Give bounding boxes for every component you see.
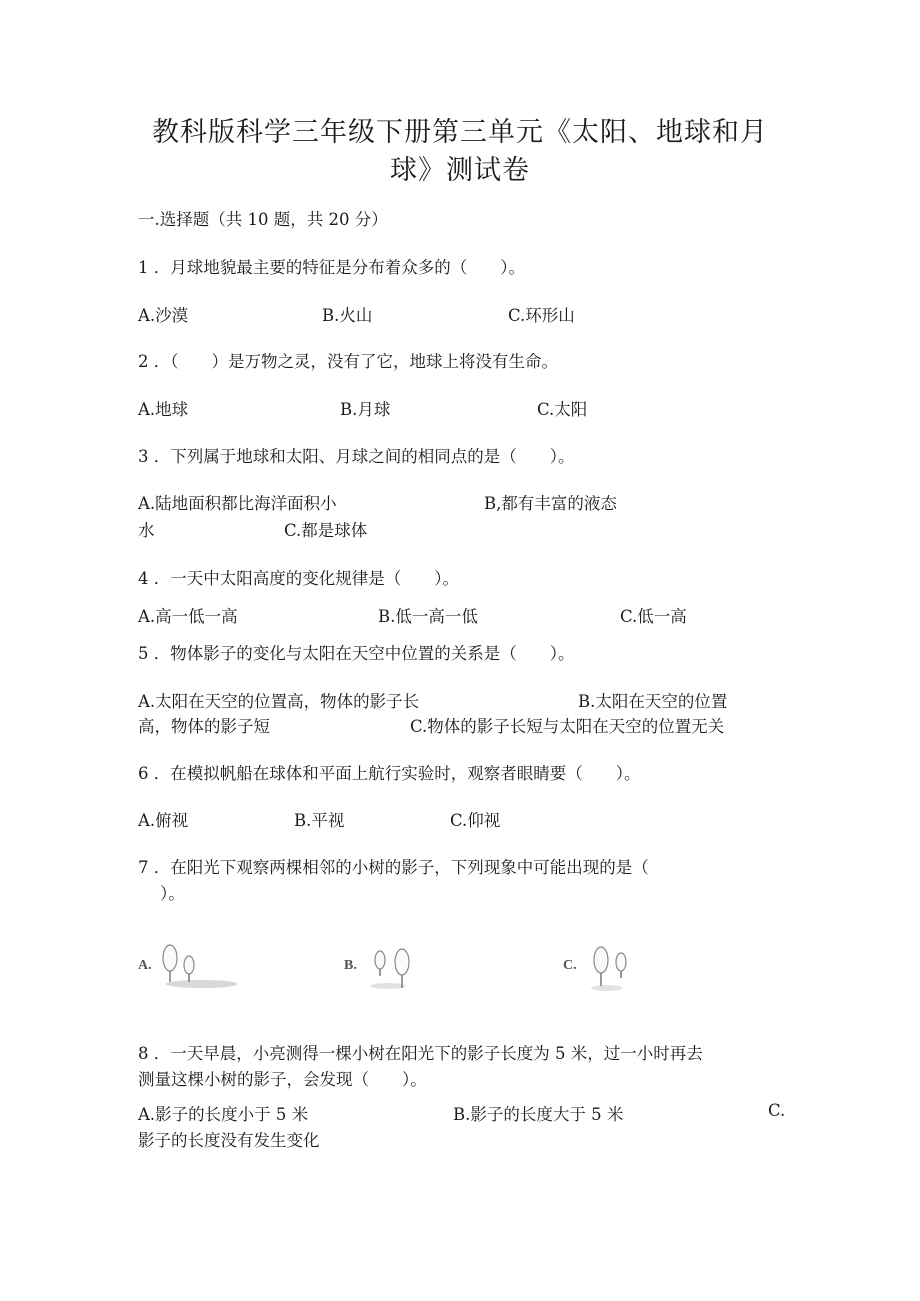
question-4-option-a[interactable]: A.高一低一高 xyxy=(138,607,238,626)
question-6-option-c[interactable]: C.仰视 xyxy=(450,811,501,830)
question-6-option-a[interactable]: A.俯视 xyxy=(138,811,189,830)
question-7-option-b-label: B. xyxy=(344,958,357,973)
section-heading: 一.选择题（共 10 题，共 20 分） xyxy=(138,210,388,229)
question-3-option-a[interactable]: A.陆地面积都比海洋面积小 xyxy=(138,494,337,513)
question-8-option-c[interactable]: C. xyxy=(768,1101,786,1120)
question-3-option-b[interactable]: B,都有丰富的液态 xyxy=(484,494,617,513)
question-6-stem: 6 ．在模拟帆船在球体和平面上航行实验时，观察者眼睛要（ ）。 xyxy=(138,764,641,783)
question-5-option-b-continued: 高，物体的影子短 xyxy=(138,717,270,736)
question-2-option-c[interactable]: C.太阳 xyxy=(537,400,588,419)
question-5-option-b[interactable]: B.太阳在天空的位置 xyxy=(578,692,728,711)
question-8-option-a[interactable]: A.影子的长度小于 5 米 xyxy=(138,1105,309,1124)
question-8-option-c-continued: 影子的长度没有发生变化 xyxy=(138,1131,320,1150)
question-4-option-b[interactable]: B.低一高一低 xyxy=(378,607,478,626)
question-1-stem: 1 ．月球地貌最主要的特征是分布着众多的（ ）。 xyxy=(138,258,525,277)
trees-shadow-mixed-icon xyxy=(577,938,667,998)
page-title-line1: 教科版科学三年级下册第三单元《太阳、地球和月 xyxy=(152,117,768,148)
question-7-option-c-label: C. xyxy=(563,958,577,973)
question-3-option-c[interactable]: C.都是球体 xyxy=(284,521,368,540)
question-5-stem: 5 ．物体影子的变化与太阳在天空中位置的关系是（ ）。 xyxy=(138,644,575,663)
question-5-option-c[interactable]: C.物体的影子长短与太阳在天空的位置无关 xyxy=(410,717,725,736)
trees-shadow-left-icon xyxy=(358,938,448,998)
question-4-option-c[interactable]: C.低一高 xyxy=(620,607,687,626)
question-8-stem-line1: 8 ．一天早晨，小亮测得一棵小树在阳光下的影子长度为 5 米，过一小时再去 xyxy=(138,1044,703,1063)
question-2-stem: 2 ．（ ）是万物之灵，没有了它，地球上将没有生命。 xyxy=(138,352,558,371)
trees-shadow-right-icon xyxy=(152,938,242,998)
question-1-option-b[interactable]: B.火山 xyxy=(322,306,373,325)
question-5-option-a[interactable]: A.太阳在天空的位置高，物体的影子长 xyxy=(138,692,420,711)
question-1-option-c[interactable]: C.环形山 xyxy=(508,306,575,325)
question-7-option-b[interactable] xyxy=(344,938,444,998)
question-1-option-a[interactable]: A.沙漠 xyxy=(138,306,189,325)
question-7-option-c[interactable] xyxy=(563,938,663,998)
question-7-option-a[interactable] xyxy=(138,938,238,998)
question-8-stem-line2: 测量这棵小树的影子，会发现（ ）。 xyxy=(138,1070,427,1089)
question-7-stem-line1: 7 ．在阳光下观察两棵相邻的小树的影子，下列现象中可能出现的是（ xyxy=(138,858,649,877)
question-8-option-b[interactable]: B.影子的长度大于 5 米 xyxy=(453,1105,624,1124)
question-3-stem: 3 ．下列属于地球和太阳、月球之间的相同点的是（ ）。 xyxy=(138,447,575,466)
question-7-option-a-label: A. xyxy=(138,958,152,973)
question-6-option-b[interactable]: B.平视 xyxy=(294,811,345,830)
question-7-stem-line2: ）。 xyxy=(160,884,185,903)
question-2-option-b[interactable]: B.月球 xyxy=(340,400,391,419)
page-title-line2: 球》测试卷 xyxy=(390,155,530,186)
question-2-option-a[interactable]: A.地球 xyxy=(138,400,189,419)
question-3-option-b-continued: 水 xyxy=(138,521,155,540)
question-4-stem: 4 ．一天中太阳高度的变化规律是（ ）。 xyxy=(138,569,459,588)
